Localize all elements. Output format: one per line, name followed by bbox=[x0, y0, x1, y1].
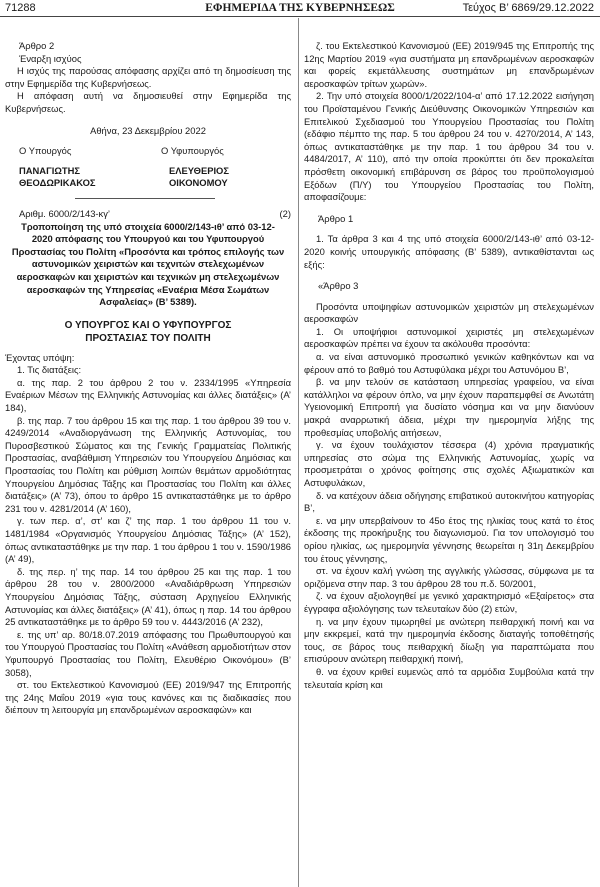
page-number: 71288 bbox=[5, 2, 36, 14]
ministers-heading-line-2: ΠΡΟΣΤΑΣΙΑΣ ΤΟΥ ΠΟΛΙΤΗ bbox=[85, 332, 211, 344]
article-3-paragraph-1: 1. Οι υποψήφιοι αστυνομικοί χειριστές μη στελεχωμένων αεροσκαφών πρέπει να έχουν τα ακόλουθα προσόντα: bbox=[304, 325, 594, 350]
deputy-first-name: ΕΛΕΥΘΕΡΙΟΣ bbox=[169, 164, 229, 176]
page-header bbox=[0, 0, 600, 16]
decision-index: (2) bbox=[279, 207, 291, 219]
qualification-a: α. να είναι αστυνομικό προσωπικό γενικών καθηκόντων και να φέρουν από το βαθμό του Αστυφύλακα μέχρι του Αστυνόμου Β’, bbox=[304, 351, 594, 375]
signing-date: Αθήνα, 23 Δεκεμβρίου 2022 bbox=[90, 124, 206, 136]
left-column bbox=[5, 40, 291, 717]
decision-header bbox=[5, 208, 291, 221]
header-rule bbox=[0, 16, 600, 17]
qualification-b: β. να μην τελούν σε κατάσταση υπηρεσίας γραφείου, να είναι κατάλληλοι να φέρουν όπλο, να μην έχουν παραπεμφθεί σε Ανωτάτη Υγειονομική Επιτροπή για δυσίατο νόσημα και να μην διανύουν μακρά αναρρωτική άδεια, μέχρι την ημερομηνία λήξης της προθεσμίας υποβολής αιτήσεων, bbox=[304, 376, 594, 438]
qualification-st: στ. να έχουν καλή γνώση της αγγλικής γλώσσας, σύμφωνα με τα οριζόμενα στην παρ. 3 του άρθρου 28 του π.δ. 50/2001, bbox=[304, 565, 594, 589]
qualification-e: ε. να μην υπερβαίνουν το 45ο έτος της ηλικίας τους κατά το έτος έκδοσης της προκήρυξης του διαγωνισμού. Για τον υπολογισμό του ορίου ηλικίας, ως ημερομηνία γέννησης θεωρείται η 31η Δεκεμβρίου του έτους γέννησης, bbox=[304, 514, 594, 564]
minister-first-name: ΠΑΝΑΓΙΩΤΗΣ bbox=[19, 164, 80, 176]
signer-roles bbox=[5, 145, 291, 158]
point-2: 2. Την υπό στοιχεία 8000/1/2022/104-α’ από 17.12.2022 εισήγηση του Προϊσταμένου Γενικής Διεύθυνσης Οικονομικών Υπηρεσιών και Επιτελικού Σχεδιασμού του Υπουργείου Προστασίας του Πολίτη (εδάφιο πέμπτο της παρ. 5 του άρθρου 24 του ν. 4270/2014, Α’ 143, όπως αντικαταστάθηκε με την παρ. 1 του άρθρου 34 του ν. 4484/2017, Α’ 110), από την οποία προκύπτει ότι δεν προκαλείται πρόσθετη οικονομική επιβάρυνση σε βάρος του προϋπολογισμού Εξόδων (Π/Υ) του Υπουργείου Προστασίας του Πολίτη, αποφασίζουμε: bbox=[304, 90, 594, 203]
article-2-paragraph-2: Η απόφαση αυτή να δημοσιευθεί στην Εφημερίδα της Κυβερνήσεως. bbox=[5, 90, 291, 114]
section-separator bbox=[75, 198, 215, 199]
deputy-minister-role: Ο Υφυπουργός bbox=[161, 145, 224, 157]
provision-e: ε. της υπ’ αρ. 80/18.07.2019 απόφασης του Πρωθυπουργού και του Υπουργού Προστασίας του Πολίτη «Ανάθεση αρμοδιοτήτων στον Υφυπουργό Προστασίας του Πολίτη, Ελευθέριο Οικονόμου» (Β’ 3058), bbox=[5, 628, 291, 678]
qualification-h: η. να μην έχουν τιμωρηθεί με ανώτερη πειθαρχική ποινή και να μην εκκρεμεί, κατά την ημερομηνία έκδοσης διαταγής τοποθέτησής τους, σε βάρος τους πειθαρχική δίωξη για παραπτώματα που επισύρουν ανώτερη πειθαρχική ποινή, bbox=[304, 615, 594, 665]
decision-number: Αριθμ. 6000/2/143-κγ’ bbox=[19, 207, 110, 219]
ministers-heading-line-1: Ο ΥΠΟΥΡΓΟΣ ΚΑΙ Ο ΥΦΥΠΟΥΡΓΟΣ bbox=[64, 319, 232, 331]
article-1-paragraph: 1. Τα άρθρα 3 και 4 της υπό στοιχεία 6000/2/143-ιθ’ από 03-12-2020 κοινής υπουργικής απόφασης (Β’ 5389), αντικαθίστανται ως εξής: bbox=[304, 233, 594, 270]
qualification-g: γ. να έχουν τουλάχιστον τέσσερα (4) χρόνια πραγματικής υπηρεσίας στο σώμα της Ελληνικής Αστυνομίας, χωρίς να προσμετράται ο χρόνος φοίτησης στις σχολές Αξιωματικών και Αστυφυλάκων, bbox=[304, 439, 594, 488]
article-2-subtitle: Έναρξη ισχύος bbox=[19, 52, 82, 64]
signer-names-line-1 bbox=[5, 165, 291, 178]
provisions-heading: 1. Τις διατάξεις: bbox=[17, 364, 82, 376]
qualification-th: θ. να έχουν κριθεί ευμενώς από τα αρμόδια Συμβούλια κατά την τελευταία κρίση και bbox=[304, 665, 594, 690]
article-2-title: Άρθρο 2 bbox=[19, 40, 55, 51]
provision-g: γ. των περ. α’, στ’ και ζ’ της παρ. 1 του άρθρου 11 του ν. 1481/1984 «Οργανισμός Υπουργείου Δημόσιας Τάξης» (Α’ 152), όπως αντικαταστάθηκε με την παρ. 1 του άρθρου 1 του ν. 1590/1986 (Α’ 49), bbox=[5, 515, 291, 565]
column-divider bbox=[298, 18, 299, 887]
decision-title: Τροποποίηση της υπό στοιχεία 6000/2/143-ιθ’ από 03-12-2020 απόφασης του Υπουργού και του Υφυπουργού Προστασίας του Πολίτη «Προσόντα και τρόπος επιλογής των αστυνομικών χειριστών και τεχνιτών στελεχωμένων αεροσκαφών και χειριστών και τεχνικών μη στελεχωμένων αεροσκαφών της Υπηρεσίας «Εναέρια Μέσα Σωμάτων Ασφαλείας» (Β’ 5389). bbox=[11, 220, 285, 308]
article-3-subtitle: Προσόντα υποψηφίων αστυνομικών χειριστών μη στελεχωμένων αεροσκαφών bbox=[304, 300, 594, 325]
minister-surname: ΘΕΟΔΩΡΙΚΑΚΟΣ bbox=[19, 177, 96, 189]
article-1-title: Άρθρο 1 bbox=[318, 212, 354, 224]
signer-names-line-2 bbox=[5, 177, 291, 190]
provision-d: δ. της περ. η’ της παρ. 14 του άρθρου 25 και της παρ. 1 του άρθρου 28 του ν. 2800/2000 «Αναδιάρθρωση Υπηρεσιών Υπουργείου Δημόσιας Τάξης, σύσταση Αρχηγείου Ελληνικής Αστυνομίας και άλλες διατάξεις» (Α’ 41), όπως η παρ. 14 του άρθρου 25 αντικαταστάθηκε με το άρθρο 59 του ν. 4443/2016 (Α’ 232), bbox=[5, 565, 291, 628]
article-2-paragraph-1: Η ισχύς της παρούσας απόφασης αρχίζει από τη δημοσίευση της στην Εφημερίδα της Κυβερνήσεως. bbox=[5, 65, 291, 89]
gazette-title: ΕΦΗΜΕΡΙΔΑ ΤΗΣ ΚΥΒΕΡΝΗΣΕΩΣ bbox=[205, 2, 395, 14]
provision-a: α. της παρ. 2 του άρθρου 2 του ν. 2334/1995 «Υπηρεσία Εναέριων Μέσων της Ελληνικής Αστυνομίας και άλλες διατάξεις» (Α’ 184), bbox=[5, 376, 291, 414]
article-3-title: «Άρθρο 3 bbox=[318, 280, 359, 292]
having-regard: Έχοντας υπόψη: bbox=[5, 351, 75, 363]
ministers-heading bbox=[5, 319, 291, 345]
issue-reference: Τεύχος Β’ 6869/29.12.2022 bbox=[462, 2, 594, 14]
qualification-z: ζ. να έχουν αξιολογηθεί με γενικό χαρακτηρισμό «Εξαίρετος» στα έγγραφα αξιολόγησης των τελευταίων δύο (2) ετών, bbox=[304, 590, 594, 614]
provision-st: στ. του Εκτελεστικού Κανονισμού (ΕΕ) 2019/947 της Επιτροπής της 24ης Μαΐου 2019 «για τους κανόνες και τις διαδικασίες που διέπουν τη λειτουργία μη επανδρωμένων αεροσκαφών» και bbox=[5, 679, 291, 716]
qualification-d: δ. να κατέχουν άδεια οδήγησης επιβατικού αυτοκινήτου κατηγορίας Β’, bbox=[304, 489, 594, 514]
minister-role: Ο Υπουργός bbox=[19, 145, 72, 157]
provision-z: ζ. του Εκτελεστικού Κανονισμού (ΕΕ) 2019/945 της Επιτροπής της 12ης Μαρτίου 2019 «για συστήματα μη επανδρωμένων αεροσκαφών και φορείς εκμετάλλευσης συστημάτων μη επανδρωμένων αεροσκαφών τρίτων χωρών». bbox=[304, 40, 594, 89]
provision-b: β. της παρ. 7 του άρθρου 15 και της παρ. 1 του άρθρου 39 του ν. 4249/2014 «Αναδιοργάνωση της Ελληνικής Αστυνομίας, του Πυροσβεστικού Σώματος και της Γενικής Γραμματείας Πολιτικής Προστασίας, αναβάθμιση Υπηρεσιών του Υπουργείου Δημόσιας και Προστασίας του Πολίτη και ρύθμιση λοιπών θεμάτων αρμοδιότητας Υπουργείου Δημόσιας Τάξης και Προστασίας του Πολίτη και άλλες διατάξεις» (Α’ 73), όπου το άρθρο 15 αντικαταστάθηκε με το άρθρο 231 του ν. 4281/2014 (Α’ 160), bbox=[5, 414, 291, 514]
right-column bbox=[304, 40, 594, 691]
deputy-surname: ΟΙΚΟΝΟΜΟΥ bbox=[169, 177, 228, 189]
